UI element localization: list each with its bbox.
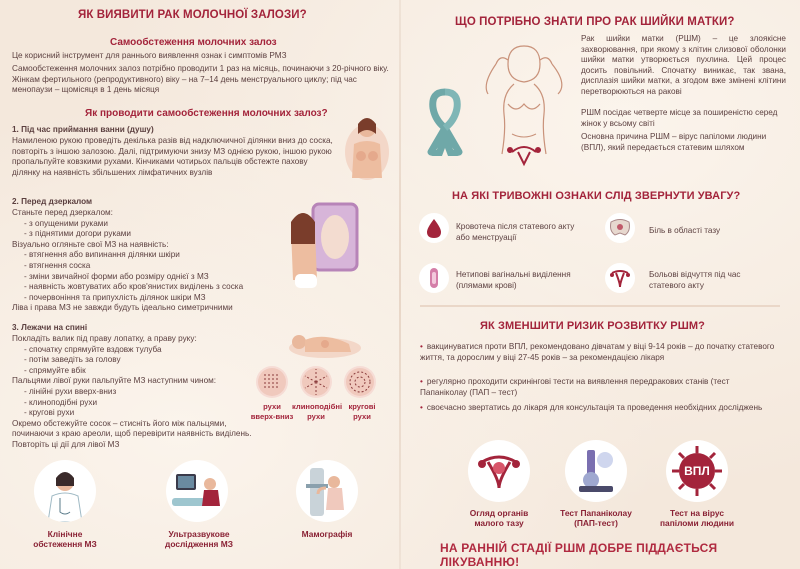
section-separator — [420, 305, 780, 307]
risk-item-vaccination: • вакцинуватися проти ВПЛ, рекомендовано дівчатам у віці 9-14 років – до початку статевого життя, та дорослим у віці 27-45 років – за рекомендацією лікаря — [420, 342, 775, 363]
awareness-ribbon-icon — [425, 86, 465, 156]
intro-2: Самообстеження молочних залоз потрібно проводити 1 раз на місяць, починаючи з 20-річного віку. Жінкам фертильного (репродуктивного) віку – на 7–14 день менструального циклу; під час менопаузи – щомісяця в 1 день місяця — [12, 64, 389, 95]
exam-caption-pelvic: Огляд органів малого тазу — [469, 508, 529, 528]
lying-illustration — [285, 322, 365, 362]
exam-caption-pap: Тест Папаніколау (ПАП-тест) — [560, 508, 632, 528]
step3-list: Покладіть валик під праву лопатку, а праву руку: - спочатку спрямуйте вздовж тулуба - потім заведіть за голову - спрямуйте вбік Пальцями лівої руки пальпуйте МЗ наступним чином: - лінійні рухи вверх-вниз - клиноподібні рухи - кругові рухи Окремо обстежуйте сосок – стисніть його між пальцями, починаючи з краю ареоли, щоб перевірити наявність виділень. Повторіть ці дії для лівої МЗ — [12, 334, 252, 449]
sign-bleeding: Кровотеча після статевого акту або менструації — [456, 222, 575, 242]
woman-illustration — [478, 34, 570, 174]
motion-caption-3: кругові рухи — [348, 402, 376, 421]
motion-linear-diagram — [256, 366, 288, 398]
exam-caption-clinical: Клінічне обстеження МЗ — [33, 529, 97, 549]
motion-wedge-diagram — [300, 366, 332, 398]
exam-caption-mammography: Мамографія — [301, 529, 353, 539]
ultrasound-image — [166, 460, 228, 522]
pelvic-exam-image — [468, 440, 530, 502]
shower-illustration — [342, 112, 392, 182]
intro-1: Це корисний інструмент для раннього виявлення ознак і симптомів РМЗ — [12, 51, 287, 60]
right-title: ЩО ПОТРІБНО ЗНАТИ ПРО РАК ШИЙКИ МАТКИ? — [455, 16, 735, 28]
motion-circular-diagram — [344, 366, 376, 398]
exam-caption-hpv: Тест на вірус папіломи людини — [659, 508, 735, 528]
step1-text: Намиленою рукою проведіть декілька разів від надключичної ділянки вниз до соска, повторіть з іншою залозою. Далі, підтримуючи знизу МЗ однією рукою, іншою рукою пропальпуйте ковзкими рухами. Кінчиками чотирьох пальців обстежте пахову ділянку на наявність збільшених лімфатичних вузлів — [12, 136, 333, 177]
motion-caption-1: рухи вверх-вниз — [250, 402, 294, 421]
mirror-illustration — [285, 200, 360, 295]
sign-pelvic-pain: Біль в області тазу — [649, 226, 721, 235]
hpv-test-image — [666, 440, 728, 502]
cervical-para-1: Рак шийки матки (РШМ) – це злоякісне захворювання, при якому з клітин слизової оболонки шийки матки утворюється пухлина. Цей процес досить повільний. Спочатку виникає, так звана, дисплазія шийки матки, а згодом вже змінені клітини перетворюються на ракові — [581, 34, 786, 96]
exam-caption-ultrasound: Ультразвукове дослідження МЗ — [165, 529, 233, 549]
blood-drop-icon — [419, 213, 449, 243]
final-message: НА РАННІЙ СТАДІЇ РШМ ДОБРЕ ПІДДАЄТЬСЯ ЛІКУВАННЮ! — [440, 541, 718, 569]
sign-discharge: Нетипові вагінальні виділення (плямами крові) — [456, 270, 571, 290]
sign-intercourse-pain: Больові відчуття під час статевого акту — [649, 270, 741, 290]
pelvis-icon — [605, 213, 635, 243]
step1-title: 1. Під час приймання ванни (душу) — [12, 125, 154, 134]
hpv-badge-label: ВПЛ — [684, 464, 710, 478]
uterus-icon — [605, 263, 635, 293]
risk-title: ЯК ЗМЕНШИТИ РИЗИК РОЗВИТКУ РШМ? — [480, 320, 705, 332]
self-exam-heading: Самообстеження молочних залоз — [110, 37, 277, 48]
column-divider — [399, 0, 401, 569]
signs-title: НА ЯКІ ТРИВОЖНІ ОЗНАКИ СЛІД ЗВЕРНУТИ УВАГУ? — [452, 190, 741, 202]
clinical-exam-image — [34, 460, 96, 522]
step3-title: 3. Лежачи на спині — [12, 323, 88, 332]
mammography-image — [296, 460, 358, 522]
left-title: ЯК ВИЯВИТИ РАК МОЛОЧНОЇ ЗАЛОЗИ? — [78, 9, 307, 21]
step2-list: Станьте перед дзеркалом: - з опущеними руками - з піднятими догори руками Візуально огляньте свої МЗ на наявність: - втягнення або випинання ділянки шкіри - втягнення соска - зміни звичайної форми або розміру однієї з МЗ - наявність жовтуватих або кров'янистих виділень з соска - почервоніння та припухлість ділянок шкіри МЗ Ліва і права МЗ не завжди будуть ідеально симетричними — [12, 208, 244, 313]
pap-test-image — [565, 440, 627, 502]
cervical-para-2: РШМ посідає четверте місце за поширеністю серед жінок у всьому світі — [581, 108, 778, 128]
risk-item-doctor: • своєчасно звертатись до лікаря для консультація та проведення необхідних досліджень — [420, 403, 775, 414]
risk-item-screening: • регулярно проходити скринінгові тести на виявлення передракових станів (тест Папаніколау (ПАП – тест) — [420, 377, 775, 398]
cervical-para-3: Основна причина РШМ – вірус папіломи людини (ВПЛ), який передається статевим шляхом — [581, 132, 767, 152]
how-heading: Як проводити самообстеження молочних залоз? — [85, 108, 328, 119]
pad-icon — [419, 263, 449, 293]
step2-title: 2. Перед дзеркалом — [12, 197, 93, 206]
motion-caption-2: клиноподібні рухи — [292, 402, 343, 421]
